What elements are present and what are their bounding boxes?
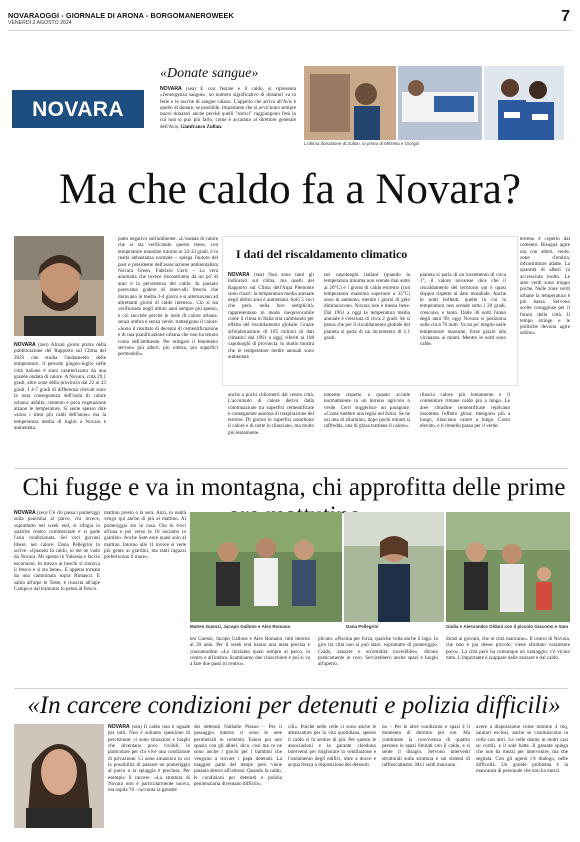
section-divider-2: [14, 688, 568, 689]
climate-box-kicker: NOVARA: [228, 272, 250, 278]
article2-body-1: (zeo) C'è chi passa i pomeriggi sulla panchina al parco, chi invece, soprattutto nei week end, si rifugia in qualche centro commerciale e si gode l'aria condizionata. Sei voci giovani libere, nel calore. Dana Pellegrini lo scrive: «Quando fa caldo, io me ne vado da Novara. Mi sposto in Valsesia e faccio escursioni. In mezzo ai boschi si rinnova il fresco e si sta bene». E appena tornata da una camminata sopra Rimasco. E salita all'alpe le Teste, è riuscita all'alpe Campo e dal tramonto lo pensa al fresco.: [14, 510, 100, 593]
donation-photos: [304, 66, 564, 140]
climate-box-column-1: [228, 272, 314, 370]
climate-box-column-2: nei capoluoghi italiani (quando la temperatura minima non scende mai sotto ai 20°C) e i giorni di caldo estremo (con temperatura massima superiore a 35°C) sono in aumento, mentre i giorni di gelo diminuiscono. Novara non è messa bene. Dal 1961 a oggi la temperatura media annuale è cresciuta di circa 2 gradi. Se si pensa che per il riscaldamento globale del pianeta si parla di un incremento di 1,1 gradi.: [324, 272, 410, 341]
donation-kicker: NOVARA: [160, 86, 182, 92]
article3-body-1: (sea) Il caldo non è uguale per tutti. Non è soltanto questione di percezione: ci sono situazioni e luoghi che diventano poco vivibili, in particolare per chi vive una condizione di privazione. Ci sono situazioni in cui la possibilità di passare un pomeriggio al parco o la spiaggia è preclusa. Per esempio il carcere. «La struttura di Novara non è particolarmente nuova, ma ospita 70 - racconta la garante: [108, 724, 190, 794]
article2-column-5: dicati ai giovani, che in città mancano». Il centro di Novara, che non è pai dense piccole, viene sfruttato veramente poco». La città però ha comunque un vantaggio: c'è vicino tutto. L'importante è scappare dalle zanzare e dal caldo.: [446, 636, 570, 662]
donation-title: «Donate sangue»: [160, 66, 259, 81]
article3-column-2: dei detenuti Nathalie Pisano – Per il passaggio interno ci sono le aree perimetrali in cemento. Fanno poi uno spazio con gli alberi, dico, cosi ma ce ne sono anche i giochi per i bambini che vengono a trovare i papà detenuti. La maggior parte del tempo però viene passata dentro all'istituto. Quando fa caldo, le condizioni per detenuti e polizia penitenziaria diventano difficili».: [194, 724, 282, 788]
article1-column: patto negativo sull'ambiente. «L'ondata di calore che si sta verificando questo mese, con temperature massime intorno ai 32-33 gradi, è in realtà abbastanza normale – spiega l'autore del post e presidente dell'associazione ambientalista Novara Green, Fabrizio Cerri – La vera anomalia che invece riscontriamo da un po' di anni è la persistenza del caldo. In passato potevamo godere di intervalli freschi che duravano in media 3-4 giorni e si alternavano ad altrettanti giorni di caldo intenso». Ciò si sta verificando negli ultimi anni sempre più spesso, e ciò succede perché le isole di calore urbane, senza ombra e senza verde, trattengono il calore. «Sono il risultato di decenni di cementificazione e di una pianificazione urbana che non ha tenuto conto dell'ambiente. Per mitigare il fenomeno servono più alberi, più ombra, più superfici permeabili».: [118, 236, 218, 358]
article3-headline: «In carcere condizioni per detenuti e polizia difficili»: [27, 692, 561, 719]
article1-right-column: terreno è coperto dal cemento. Bisogna agire ora con alberi, verde, zone d'ombra, infrastrutture adatte. La quantità di alberi va accresciuta molto. Le aree verdi sono troppo poche. Nelle zone verdi urbane la temperatura è più bassa. Servono scelte coraggiose per il futuro della città. Il tempo stringe e le politiche devono agire subito».: [520, 236, 570, 337]
article1-kicker: NOVARA: [14, 342, 36, 348]
author-photo: [14, 236, 104, 336]
article2-column-3: teo Guenzi, Jacopo Gallone e Alex Romano, tutti intorno ai 20 anni. Per il week end hanno una meta precisa e consuetudine: «Lo iniziamo quasi sempre al parco, in centro e all'ombra. Scambiamo due chiacchiere e poi si va a fare due passi in centro».: [190, 636, 310, 668]
donation-caption: L'ultima donazione di Zullan, la prima di Michela e Giorgia: [304, 141, 420, 146]
climate-box-title: I dati del riscaldamento climatico: [236, 247, 408, 261]
article3-column-5: avere a disposizione come minimo 4 mq, sanitari esclusi, anche se costituiscono la cella con altri. Le celle danno in molti casi su cortili, e il sole batte. Il garante spiega che non ha mezzi per intervenire, ma che segnala. Con gli agenti c'è dialogo, nelle difficoltà. Un grande problema è la mancanza di personale che non ha mezzi.: [476, 724, 568, 775]
garante-photo: [14, 724, 104, 828]
article1-continued-2: tamente rispetto a quanto accade normalmente in un terreno agricolo o verde. Cerri suggerisce un paragone: «Come mettere una teglia nel forno. Se ne usi una di alluminio, dopo pochi minuti si raffredda, una di ghisa trattiene il calore».: [324, 392, 410, 430]
article2-kicker: NOVARA: [14, 510, 36, 516]
donation-body: (sea) E con l'estate e il caldo, si ripresenta «l'emergenza sangue», un numero significativo di donatori va in ferie e le sacche di sangue calano. L'appello che arriva all'Avis è quello di donare, se possibile. Importante che si avvicinino sempre nuovi donatori anche perché quelli "storici" raggiungono l'età in cui non si può più farlo, come è accaduto al direttore generale dell'Avis,: [160, 86, 296, 130]
photo-caption-1: Matteo Guenzi, Jacopo Gallone e Alex Romano: [190, 624, 291, 629]
article2-column-2: mattino presto o la sera. Anzi, in realtà vengo qui anche di più al mattino. Al pomeriggio sto in casa. Ora lo trovi all'una e poi verso le 18 usciamo in giardino. Anche Sam esce quasi solo al mattino. Intorno alle 11 invece si vede più gente ai giardini, ma tanti ragazzi preferiscono il mare».: [104, 510, 186, 561]
article2-column-4: plicato. «Piscina per forza, qualche volta anche il lago. In giro tra città non si può stare, soprattutto di pomeriggio. Caldo, zanzare e un'umidità incredibile», dicono praticamente in coro. Servirebbero anche spazi e luoghi all'aperto.: [318, 636, 438, 668]
article2-headline: Chi fugge e va in montagna, chi approfitta delle prime: [22, 474, 566, 501]
page-header: [8, 8, 572, 30]
page-number: 7: [561, 8, 570, 25]
donation-text: [160, 86, 296, 146]
donation-signature: Gianfranco Zullan.: [180, 123, 223, 130]
header-divider: [8, 30, 572, 31]
paper-date: VENERDÌ 2 AGOSTO 2024: [8, 20, 72, 26]
article2-photos: [190, 512, 570, 622]
article1-lead: [14, 342, 106, 462]
section-label: NOVARA: [32, 98, 124, 121]
photo-caption-3: Giulia e Alessandro Oldani con il piccolo Giacomo e Sam: [446, 624, 569, 629]
article1-lead-body: (zeo) Alcuni giorni prima della pubblicazione del Rapporto sul Clima del 2023 che studia l'andamento delle temperature, il periodo giugno-luglio nelle città italiane è stato caratterizzato da una grande ondata di calore. A Novara, città 29,1 gradi, altre zone della provincia dai 22 ai 25 gradi. I 4-7 gradi di differenza rilevati sono la nota conseguenza dell'isola di calore urbana: asfalto, cemento e poca vegetazione alzano le temperature. Si sente spesso dire «sono i mesi più caldi dell'anno» ma la temperatura media di luglio a Novara è aumentata.: [14, 342, 106, 432]
section-divider: [14, 468, 568, 469]
article1-continued-1: anche a pochi chilometri dal centro città. L'accumulo di calore deriva dalla combinazione tra superfici cementificate e conseguente assenza di traspirazione del terreno. Di giorno le superfici assorbono il calore e di notte lo rilasciano, ma molto più lentamente.: [228, 392, 314, 436]
photo-caption-2: Dana Pellegrini: [346, 624, 379, 629]
main-headline: Ma che caldo fa a Novara?: [59, 166, 521, 213]
article3-column-3: cili». Poiché nelle celle ci sono anche le attrezzature per la vita quotidiana, spesso il caldo si fa sentire di più. Per questo le associazioni e la garante chiedono interventi per migliorare la ventilazione e l'isolamento degli edifici, oltre a docce e acqua fresca a disposizione dei detenuti.: [288, 724, 376, 769]
article3-column-4: no – Per le altre condizioni e spazi è il momento di dormire per ore. Ma combinate la convivenza di quattro persone in spazi limitati con il caldo, e si sente il disagio. Servono interventi strutturali sulla struttura e sui sistemi di raffrescamento. Ma i soldi mancano.: [382, 724, 470, 769]
article2-column-1: [14, 510, 100, 682]
climate-box-column-3: pianeta si parla di un incremento di circa 1°, il valore novarese dice che il riscaldamento del territorio qui è quasi doppio rispetto al dato mondiale. Anche le notti bollenti, quelle in cui la temperatura non scende sotto i 20 gradi, crescono, e tanto. Dalle 30 notti l'anno degli anni 90, oggi Novara si posiziona sulle circa 70 notti. Va un po' meglio nelle temperature massime, forse grazie alla vicinanza ai monti. Mentre le notti sono calde.: [420, 272, 506, 348]
article3-kicker: NOVARA: [108, 724, 130, 730]
paper-name: NOVARAOGGI - GIORNALE DI ARONA - BORGOMANEROWEEK: [8, 11, 234, 20]
article1-continued-3: rilascia calore più lentamente e il contenitore rimane caldo più a lungo. Le aree cittadine cementificate replicano insomma l'effetto ghisa: ritengono più a lungo, rilasciano calore a lungo. Costo elevato, e il rimedio passa per il verde.: [420, 392, 510, 430]
climate-box-body-1: (sea) Non sono tanti gli indicatori sul clima, ma quelli del Rapporto sul Clima dell'Arpa Piemonte sono chiari: la temperatura media annuale negli ultimi anni è aumentata. Solo 5 voci che però, nella loro semplicità, rappresentano in modo inequivocabile come il clima in Italia stia cambiando per effetto del riscaldamento globale. Grazie all'elaborazione di 185 milioni di dati climatici dal 1961 a oggi, riferiti ai 108 capoluoghi di provincia, lo studio mostra che le temperature medie annuali sono aumentate.: [228, 272, 314, 360]
article3-column-1: [108, 724, 190, 832]
